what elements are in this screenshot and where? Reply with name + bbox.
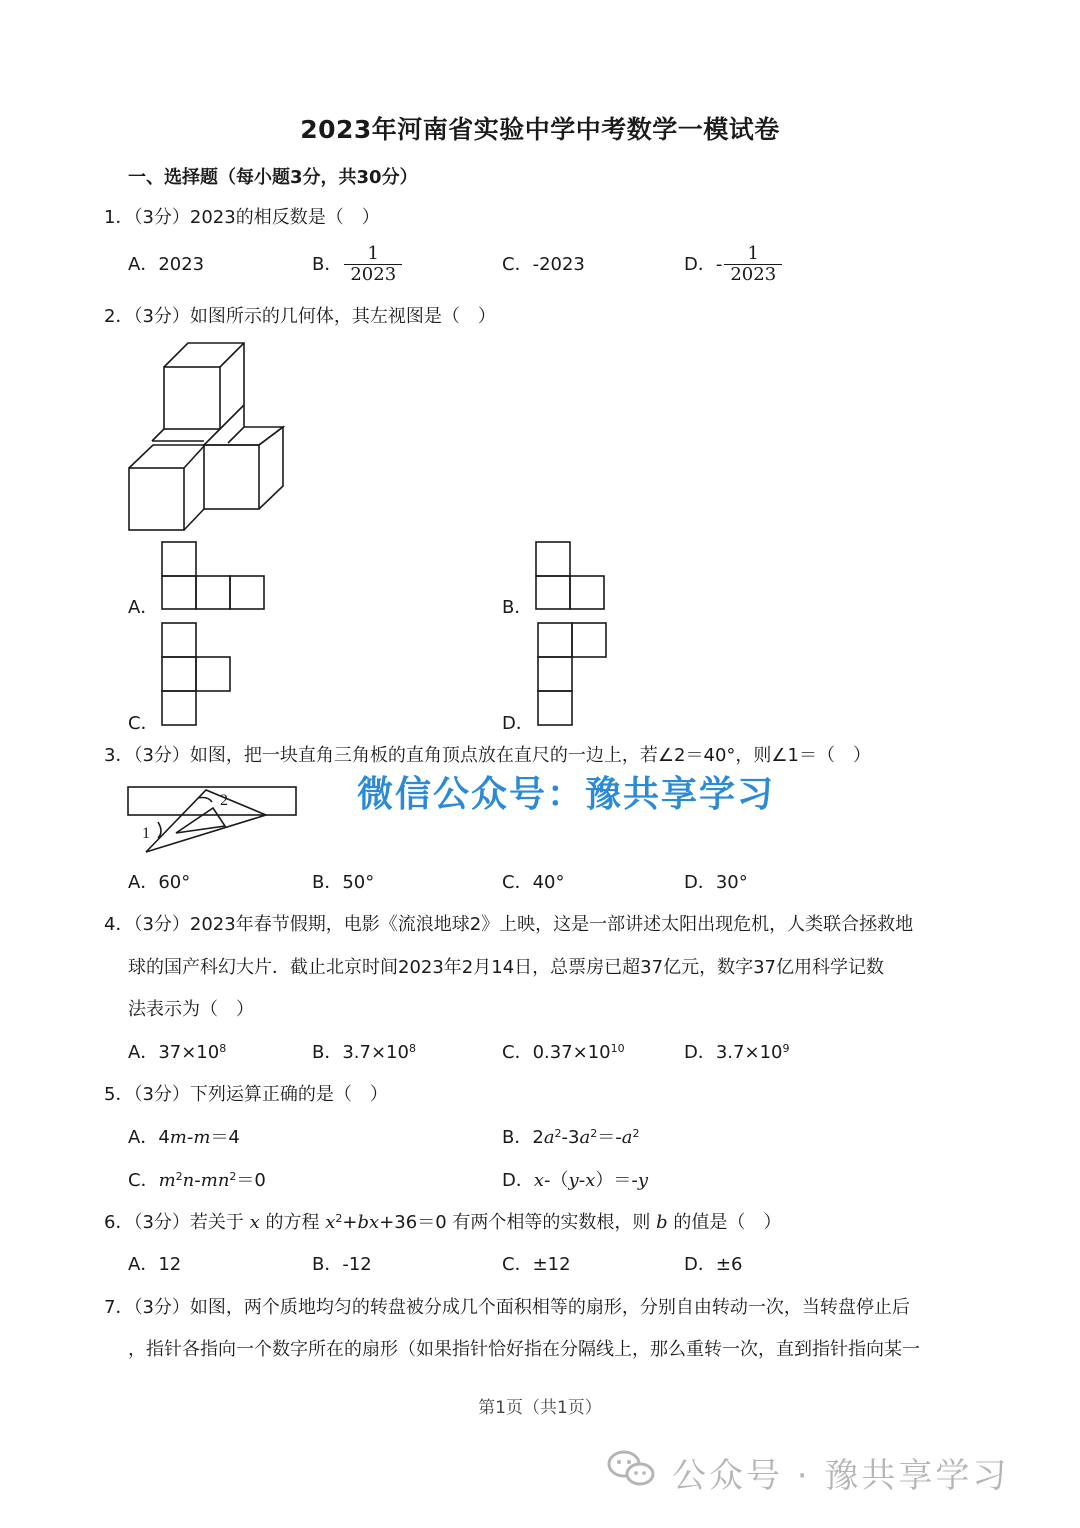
q2-option-c-label: C． <box>128 713 159 734</box>
q5-option-b-label: B． <box>502 1127 533 1148</box>
question-6-stem: 6．（3分）若关于 x 的方程 $x^2+bx+36=0$ 有两个相等的实数根，则 b 的值是（ ） <box>104 1212 782 1233</box>
q6-stem-part-4: 的值是（ ） <box>673 1212 782 1233</box>
q3-angle-2-label: 2 <box>220 792 228 809</box>
question-2-stem: 2．（3分）如图所示的几何体，其左视图是（ ） <box>104 306 496 327</box>
q1-option-b-denominator: 2023 <box>344 264 402 285</box>
section-heading: 一、选择题（每小题3分，共30分） <box>128 167 418 188</box>
question-4-line-1: 4．（3分）2023年春节假期，电影《流浪地球2》上映，这是一部讲述太阳出现危机，人类联合拯救地 <box>104 914 914 935</box>
q2-option-b-label: B． <box>502 597 533 618</box>
question-7-line-2: ，指针各指向一个数字所在的扇形（如果指针恰好指在分隔线上，那么重转一次，直到指针指向某一 <box>128 1339 920 1360</box>
q2-option-a-label: A． <box>128 597 159 618</box>
q4-option-b-exponent: 8 <box>408 1042 416 1055</box>
q4-option-b-base: B．3.7×10 <box>312 1042 409 1063</box>
q4-option-b <box>312 1041 416 1065</box>
q4-option-a <box>128 1041 226 1065</box>
q6-stem-part-2: 的方程 <box>265 1212 320 1233</box>
q1-option-a: A．2023 <box>128 254 205 275</box>
q1-option-b-numerator: 1 <box>367 243 379 264</box>
q5-option-d-label: D． <box>502 1170 534 1191</box>
q5-option-a-label: A． <box>128 1127 159 1148</box>
q1-option-b-prefix: B． <box>312 253 343 275</box>
q4-option-d-base: D．3.7×10 <box>684 1042 783 1063</box>
question-3-stem: 3．（3分）如图，把一块直角三角板的直角顶点放在直尺的一边上，若∠2＝40°，则∠1＝（ ） <box>104 745 871 766</box>
question-1-stem: 1．（3分）2023的相反数是（ ） <box>104 207 380 228</box>
q3-option-d: D．30° <box>684 872 748 893</box>
q1-option-d-numerator: 1 <box>747 243 759 264</box>
q4-option-c <box>502 1041 625 1065</box>
q4-option-d-exponent: 9 <box>782 1042 790 1055</box>
wechat-watermark-bottom: 公众号 · 豫共享学习 <box>672 1456 1010 1496</box>
page-footer: 第1页（共1页） <box>478 1398 602 1418</box>
q1-option-d-denominator: 2023 <box>724 264 782 285</box>
q6-option-b: B．-12 <box>312 1254 372 1275</box>
q5-option-c-label: C． <box>128 1170 159 1191</box>
q2-option-d-label: D． <box>502 713 534 734</box>
q3-option-b: B．50° <box>312 872 375 893</box>
question-5-stem: 5．（3分）下列运算正确的是（ ） <box>104 1084 388 1105</box>
q4-option-a-exponent: 8 <box>219 1042 227 1055</box>
q5-option-b: B．$2a^2-3a^2=-a^2$ <box>502 1127 640 1148</box>
page-title: 2023年河南省实验中学中考数学一模试卷 <box>300 115 780 144</box>
q1-option-c: C．-2023 <box>502 254 585 275</box>
q5-option-a: A．4m-m＝4 <box>128 1127 240 1148</box>
q4-option-d <box>684 1041 789 1065</box>
q4-option-c-exponent: 10 <box>610 1042 625 1055</box>
q6-option-d: D．±6 <box>684 1254 743 1275</box>
wechat-watermark-center: 微信公众号：豫共享学习 <box>357 774 776 815</box>
question-4-line-2: 球的国产科幻大片．截止北京时间2023年2月14日，总票房已超37亿元，数字37亿用科学记数 <box>128 957 884 978</box>
q6-option-a: A．12 <box>128 1254 182 1275</box>
q6-stem-part-1: 6．（3分）若关于 <box>104 1212 244 1233</box>
q1-option-d-prefix: D．- <box>684 253 723 275</box>
q3-option-a: A．60° <box>128 872 191 893</box>
q5-option-c: C．$m^2n-mn^2=0$ <box>128 1170 266 1191</box>
q6-stem-part-3: 有两个相等的实数根，则 <box>452 1212 651 1233</box>
q4-option-c-base: C．0.37×10 <box>502 1042 611 1063</box>
question-4-line-3: 法表示为（ ） <box>128 999 254 1020</box>
q6-option-c: C．±12 <box>502 1254 571 1275</box>
q3-angle-1-label: 1 <box>142 825 150 842</box>
q4-option-a-base: A．37×10 <box>128 1042 220 1063</box>
question-7-line-1: 7．（3分）如图，两个质地均匀的转盘被分成几个面积相等的扇形，分别自由转动一次，当转盘停止后 <box>104 1297 910 1318</box>
q3-option-c: C．40° <box>502 872 565 893</box>
q5-option-d: D．x-（y-x）＝-y <box>502 1170 649 1191</box>
wechat-icon <box>604 1448 660 1488</box>
